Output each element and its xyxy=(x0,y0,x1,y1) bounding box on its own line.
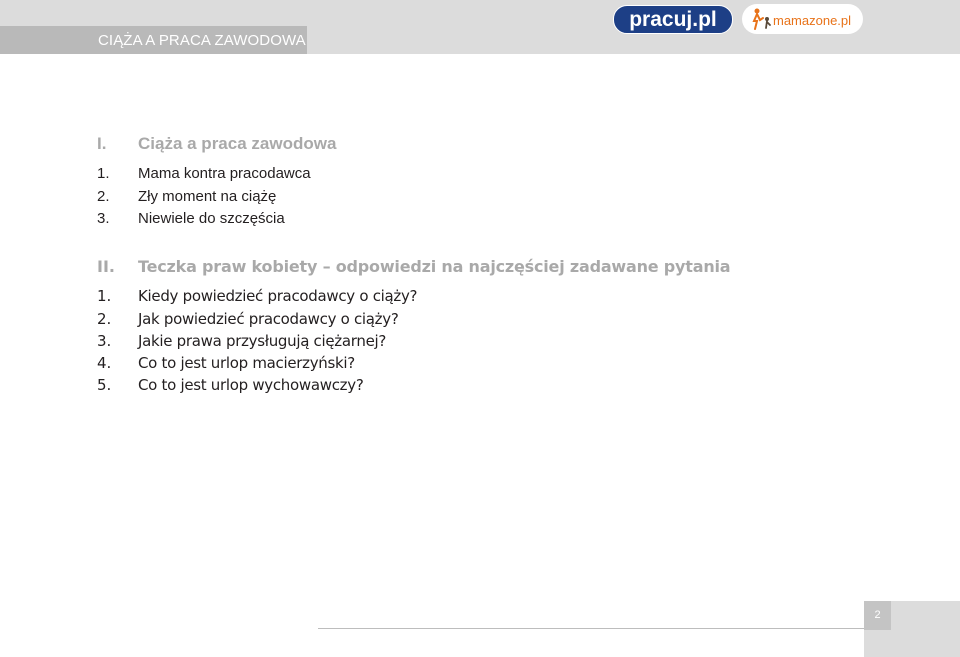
toc-item-text: Jak powiedzieć pracodawcy o ciąży? xyxy=(138,310,399,328)
mamazone-logo-text: mamazone.pl xyxy=(773,13,852,28)
toc-item-number: 2. xyxy=(97,188,110,205)
toc-item-text: Mama kontra pracodawca xyxy=(138,165,311,182)
toc-item-text: Niewiele do szczęścia xyxy=(138,210,285,227)
toc-part-number: II. xyxy=(97,257,115,276)
toc-item-number: 1. xyxy=(97,165,110,182)
mother-child-icon xyxy=(750,8,774,30)
toc-item-number: 2. xyxy=(97,310,112,328)
toc-item-number: 3. xyxy=(97,210,110,227)
toc-item-number: 4. xyxy=(97,354,112,372)
section-tab xyxy=(0,26,307,54)
section-title: CIĄŻA A PRACA ZAWODOWA xyxy=(98,32,306,49)
toc-item-number: 1. xyxy=(97,287,112,305)
page-number: 2 xyxy=(864,601,891,630)
toc-item-number: 3. xyxy=(97,332,112,350)
toc-item-number: 5. xyxy=(97,376,112,394)
toc-item-text: Co to jest urlop macierzyński? xyxy=(138,354,355,372)
mamazone-logo xyxy=(742,4,863,34)
footer-divider xyxy=(318,628,864,629)
toc-item-text: Co to jest urlop wychowawczy? xyxy=(138,376,364,394)
toc-part-number: I. xyxy=(97,134,107,153)
pracuj-logo xyxy=(613,5,733,34)
toc-item-text: Zły moment na ciążę xyxy=(138,188,277,205)
pracuj-logo-text: pracuj.pl xyxy=(629,8,717,31)
toc-item-text: Kiedy powiedzieć pracodawcy o ciąży? xyxy=(138,287,418,305)
toc-part-title: Teczka praw kobiety – odpowiedzi na najczęściej zadawane pytania xyxy=(138,257,731,276)
toc-item-text: Jakie prawa przysługują ciężarnej? xyxy=(138,332,387,350)
toc-part-title: Ciąża a praca zawodowa xyxy=(138,134,337,153)
